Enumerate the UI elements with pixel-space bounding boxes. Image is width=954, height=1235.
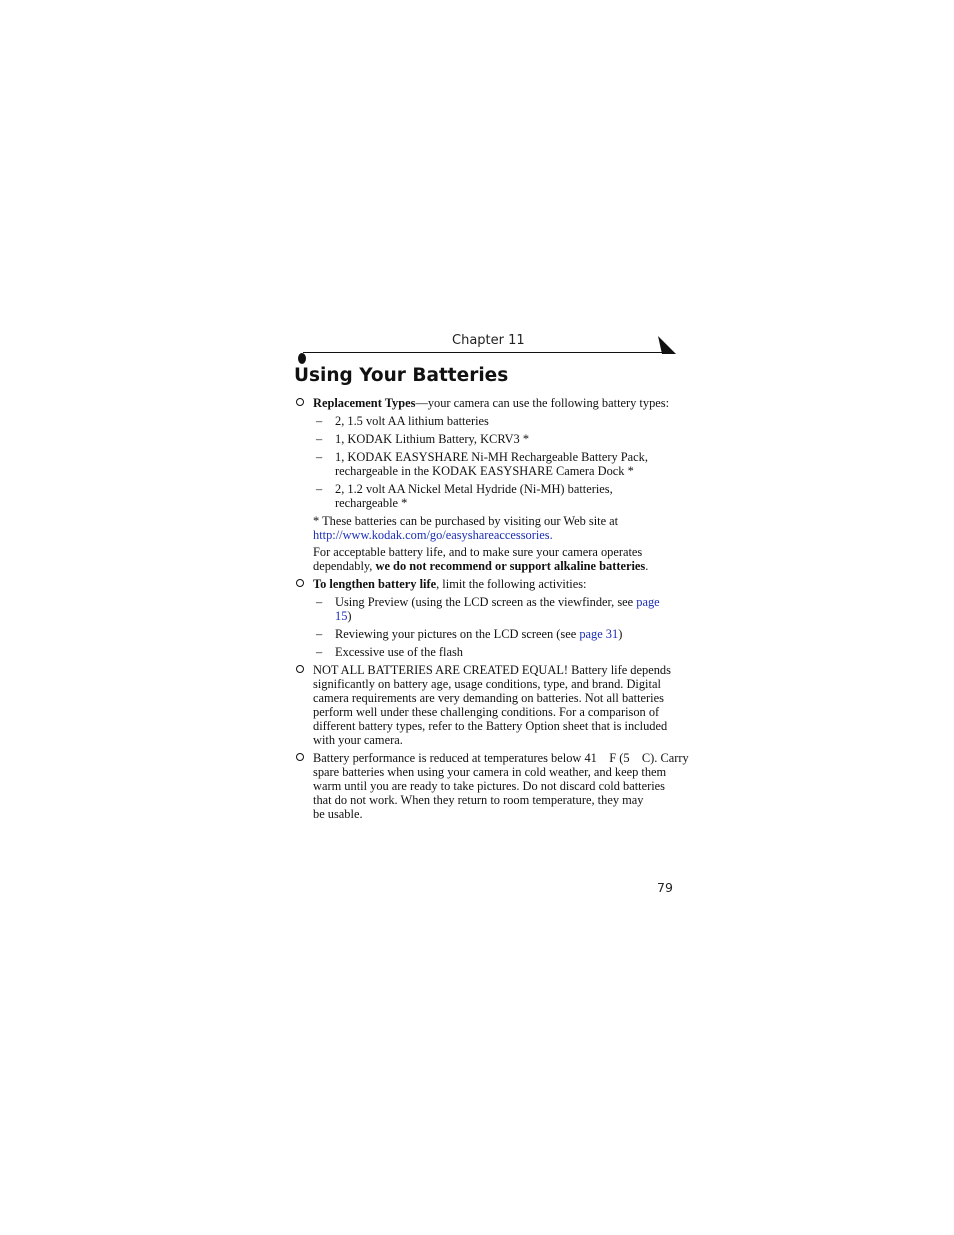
paragraph-line: significantly on battery age, usage conditions, type, and brand. Digital (313, 677, 661, 691)
paren-close: ) (347, 609, 352, 623)
lengthen-life-text: , limit the following activities: (436, 577, 587, 591)
list-item (294, 627, 678, 641)
warning-bold: we do not recommend or support alkaline batteries (375, 559, 646, 573)
dash-icon: – (316, 627, 323, 641)
dash-icon: – (316, 595, 323, 609)
activity-item: Using Preview (using the LCD screen as the viewfinder, see (335, 595, 637, 609)
page-number: 79 (657, 880, 673, 895)
circle-bullet-icon (296, 665, 304, 673)
footnote-period: . (549, 528, 553, 542)
accessories-link[interactable]: http://www.kodak.com/go/easyshareaccessories (313, 528, 550, 542)
page-content (294, 396, 689, 825)
paragraph-line: perform well under these challenging conditions. For a comparison of (313, 705, 660, 719)
dash-icon: – (316, 432, 323, 446)
warning-text-start: dependably, (313, 559, 376, 573)
paragraph-line: that do not work. When they return to room temperature, they may (313, 793, 644, 807)
alkaline-warning (294, 545, 678, 573)
paragraph-line: warm until you are ready to take pictures. Do not discard cold batteries (313, 779, 665, 793)
dash-icon: – (316, 414, 323, 428)
paragraph-line: camera requirements are very demanding on batteries. Not all batteries (313, 691, 664, 705)
list-item (294, 414, 678, 428)
paragraph-line: be usable. (313, 807, 363, 821)
dash-icon: – (316, 645, 323, 659)
page-31-link[interactable]: page 31 (579, 627, 619, 641)
dash-icon: – (316, 482, 323, 496)
paragraph-line: Battery performance is reduced at temperatures below 41 F (5 C). Carry (313, 751, 689, 765)
paren-close: ) (618, 627, 623, 641)
dash-icon: – (316, 450, 323, 464)
activity-item: Reviewing your pictures on the LCD screen (see (335, 627, 580, 641)
battery-type-item: 1, KODAK EASYSHARE Ni-MH Rechargeable Battery Pack, (335, 450, 648, 464)
paragraph-line: different battery types, refer to the Battery Option sheet that is included (313, 719, 668, 733)
chapter-rule (303, 352, 665, 353)
paragraph-line: spare batteries when using your camera in cold weather, and keep them (313, 765, 667, 779)
rule-dot-ornament (298, 353, 306, 364)
paragraph-line: with your camera. (313, 733, 403, 747)
circle-bullet-icon (296, 579, 304, 587)
footnote-text: * These batteries can be purchased by visiting our Web site at (313, 514, 619, 528)
circle-bullet-icon (296, 753, 304, 761)
list-item (294, 450, 678, 478)
corner-arrow-icon (656, 334, 678, 356)
battery-type-item: 1, KODAK Lithium Battery, KCRV3 * (335, 432, 530, 446)
list-item (294, 482, 678, 510)
page-title: Using Your Batteries (294, 365, 509, 386)
paragraph-line: NOT ALL BATTERIES ARE CREATED EQUAL! Battery life depends (313, 663, 671, 677)
list-item (294, 645, 678, 659)
bullet-replacement-types (294, 396, 678, 410)
bullet-cold-weather (294, 751, 689, 821)
page-15-link[interactable]: page 15 (335, 595, 660, 623)
circle-bullet-icon (296, 398, 304, 406)
warning-text: For acceptable battery life, and to make sure your camera operates (313, 545, 643, 559)
bullet-lengthen-life (294, 577, 678, 591)
activity-item: Excessive use of the flash (335, 645, 463, 659)
battery-type-item: 2, 1.5 volt AA lithium batteries (335, 414, 489, 428)
purchase-footnote (294, 514, 678, 542)
lengthen-life-label: To lengthen battery life (313, 577, 437, 591)
chapter-label: Chapter 11 (452, 333, 525, 348)
battery-type-item: 2, 1.2 volt AA Nickel Metal Hydride (Ni-MH) batteries, rechargeable * (335, 482, 613, 510)
list-item (294, 595, 678, 623)
replacement-types-text: —your camera can use the following battery types: (415, 396, 670, 410)
replacement-types-label: Replacement Types (313, 396, 416, 410)
list-item (294, 432, 678, 446)
bullet-batteries-equal (294, 663, 678, 747)
warning-period: . (645, 559, 649, 573)
battery-type-item-continued: rechargeable in the KODAK EASYSHARE Camera Dock * (335, 464, 634, 478)
